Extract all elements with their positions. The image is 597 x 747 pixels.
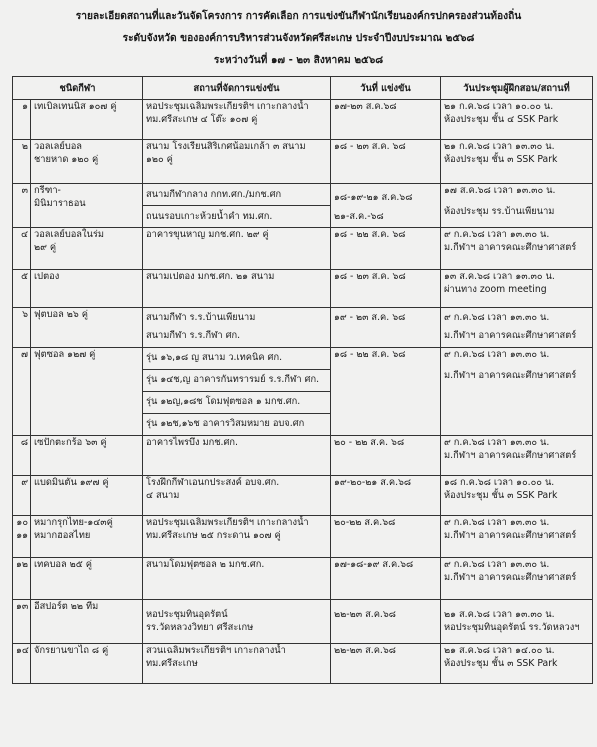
sport-cell: [31, 644, 143, 684]
sport-text: เซปักตะกร้อ ๖๓ คู่: [34, 437, 107, 448]
date-text: ๑๘ - ๒๒ ส.ค. ๖๘: [334, 349, 406, 360]
sport-cell: [31, 600, 143, 644]
sport-cell: [31, 308, 143, 348]
venue-line: รุ่น ๑๔ช,ญ อาคารกันทรารมย์ ร.ร.กีฬา ศก.: [146, 374, 320, 385]
sport-cell: [31, 140, 143, 184]
sport-text: ฟุตซอล ๑๒๗ คู่: [34, 349, 96, 360]
row-number: ๘: [13, 436, 31, 476]
table-row: [13, 348, 593, 370]
table-header-row: [13, 77, 593, 100]
meeting-cell: [441, 184, 593, 228]
sport-cell: [31, 436, 143, 476]
sport-text: มินิมาราธอน: [34, 198, 86, 209]
sport-text: หมากฮอสไทย: [34, 530, 91, 541]
date-cell: [331, 644, 441, 684]
venue-cell: [143, 348, 331, 370]
meeting-line: ๑๓ ส.ค.๖๘ เวลา ๑๓.๓๐ น.: [444, 271, 555, 282]
header-line-3: ระหว่างวันที่ ๑๗ - ๒๓ สิงหาคม ๒๕๖๘: [213, 55, 384, 66]
sport-text: ฟุตบอล ๒๖ คู่: [34, 309, 88, 320]
sport-text: เทคบอล ๒๕ คู่: [34, 559, 93, 570]
sport-cell: [31, 184, 143, 228]
date-text: ๑๙-๒๐-๒๑ ส.ค.๖๘: [334, 477, 412, 488]
row-number: ๑: [13, 100, 31, 140]
venue-line: สนามโดมฟุตซอล ๒ มกช.ศก.: [146, 559, 265, 570]
venue-cell: [143, 392, 331, 414]
venue-line: สนามกีฬา ร.ร.บ้านเพียนาม: [146, 312, 256, 323]
venue-line: อาคารไพรบึง มกช.ศก.: [146, 437, 238, 448]
row-number: ๔: [13, 228, 31, 270]
column-header-meeting: วันประชุมผู้ฝึกสอน/สถานที่: [441, 77, 593, 100]
table-row: [13, 140, 593, 184]
venue-cell: [143, 436, 331, 476]
row-number-cell: [13, 516, 31, 558]
date-text: ๒๒-๒๓ ส.ค.๖๘: [334, 609, 396, 620]
meeting-cell: [441, 516, 593, 558]
meeting-line: ๒๑ ส.ค.๖๘ เวลา ๑๔.๐๐ น.: [444, 645, 555, 656]
table-row: [13, 600, 593, 644]
date-cell: [331, 184, 441, 206]
date-text: ๑๘-๑๙-๒๑ ส.ค.๖๘: [334, 192, 413, 203]
meeting-line: ห้องประชุม ชั้น ๓ SSK Park: [444, 490, 558, 501]
sport-text: หมากรุกไทย-๑๔๓คู่: [34, 517, 113, 528]
table-row: [13, 558, 593, 600]
sport-text: ๒๙ คู่: [34, 242, 57, 253]
venue-line: สนามกีฬากลาง กกท.ศก./มกช.ศก: [146, 189, 282, 200]
sport-text: เปตอง: [34, 271, 60, 282]
sport-cell: [31, 100, 143, 140]
sport-text: กรีฑา-: [34, 185, 61, 196]
venue-line: อาคารขุนหาญ มกช.ศก. ๒๙ คู่: [146, 229, 269, 240]
venue-line: ๔ สนาม: [146, 490, 180, 501]
venue-line: ทม.ศรีสะเกษ ๒๕ กระดาน ๑๐๗ คู่: [146, 530, 281, 541]
venue-cell: [143, 206, 331, 228]
meeting-line: ห้องประชุม ชั้น ๔ SSK Park: [444, 114, 559, 125]
table-row: [13, 516, 593, 558]
venue-line: ทม.ศรีสะเกษ: [146, 658, 198, 669]
sport-cell: [31, 476, 143, 516]
venue-cell: [143, 140, 331, 184]
date-text: ๑๙ - ๒๓ ส.ค. ๖๘: [334, 312, 406, 323]
meeting-line: ๙ ก.ค.๖๘ เวลา ๑๓.๓๐ น.: [444, 437, 550, 448]
meeting-cell: [441, 348, 593, 436]
venue-line: สวนเฉลิมพระเกียรติฯ เกาะกลางน้ำ: [146, 645, 286, 656]
venue-line: หอประชุมเฉลิมพระเกียรติฯ เกาะกลางน้ำ: [146, 101, 309, 112]
column-header-date: วันที่ แข่งขัน: [331, 77, 441, 100]
meeting-line: ม.กีฬาฯ อาคารคณะศึกษาศาสตร์: [444, 572, 577, 583]
date-cell: [331, 476, 441, 516]
table-row: [13, 436, 593, 476]
venue-cell: [143, 558, 331, 600]
date-text: ๒๐-๒๒ ส.ค.๖๘: [334, 517, 396, 528]
sport-cell: [31, 516, 143, 558]
venue-line: สนามเปตอง มกช.ศก. ๒๑ สนาม: [146, 271, 275, 282]
date-cell: [331, 100, 441, 140]
venue-line: รุ่น ๑๒ช,๑๖ช อาคารวิสมหมาย อบจ.ศก: [146, 418, 305, 429]
sport-text: อีสปอร์ต ๒๒ ทีม: [34, 601, 99, 612]
table-row: [13, 184, 593, 206]
venue-cell: [143, 516, 331, 558]
date-cell: [331, 270, 441, 308]
row-number: ๓: [13, 184, 31, 228]
venue-cell: [143, 184, 331, 206]
venue-line: หอประชุมทินอุดรัตน์: [146, 609, 228, 620]
column-header-sport: ชนิดกีฬา: [13, 77, 143, 100]
date-cell: [331, 348, 441, 436]
meeting-cell: [441, 436, 593, 476]
meeting-line: ๙ ก.ค.๖๘ เวลา ๑๓.๓๐ น.: [444, 312, 550, 323]
date-text: ๒๑-ส.ค.-๖๘: [334, 210, 384, 222]
venue-cell: [143, 270, 331, 308]
venue-line: รร.วัดหลวงวิทยา ศรีสะเกษ: [146, 622, 254, 633]
meeting-line: ม.กีฬาฯ อาคารคณะศึกษาศาสตร์: [444, 370, 577, 381]
meeting-line: ม.กีฬาฯ อาคารคณะศึกษาศาสตร์: [444, 530, 577, 541]
row-number: ๒: [13, 140, 31, 184]
date-cell: [331, 206, 441, 228]
date-text: ๑๗-๑๘-๑๙ ส.ค.๖๘: [334, 559, 414, 570]
venue-line: รุ่น ๑๒ญ,๑๘ช โดมฟุตซอล ๑ มกช.ศก.: [146, 396, 301, 407]
venue-line: หอประชุมเฉลิมพระเกียรติฯ เกาะกลางน้ำ: [146, 517, 309, 528]
sport-text: วอลเลย์บอลในร่ม: [34, 229, 105, 240]
meeting-line: ห้องประชุม ชั้น ๓ SSK Park: [444, 154, 558, 165]
meeting-line: ๙ ก.ค.๖๘ เวลา ๑๓.๓๐ น.: [444, 517, 550, 528]
row-number: ๗: [13, 348, 31, 436]
venue-cell: [143, 600, 331, 644]
venue-cell: [143, 100, 331, 140]
meeting-line: หอประชุมทินอุดรัตน์ รร.วัดหลวงฯ: [444, 622, 580, 633]
meeting-line: ๙ ก.ค.๖๘ เวลา ๑๓.๓๐ น.: [444, 229, 550, 240]
meeting-cell: [441, 140, 593, 184]
table-row: [13, 644, 593, 684]
venue-line: สนาม โรงเรียนสิริเกศน้อมเกล้า ๓ สนาม: [146, 141, 306, 152]
meeting-line: ห้องประชุม รร.บ้านเพียนาม: [444, 206, 555, 217]
schedule-table: [12, 76, 593, 684]
row-number: ๑๑: [16, 530, 28, 541]
row-number: ๕: [13, 270, 31, 308]
venue-cell: [143, 228, 331, 270]
header-line-2: ระดับจังหวัด ขององค์การบริหารส่วนจังหวัดศรีสะเกษ ประจำปีงบประมาณ ๒๕๖๘: [122, 33, 475, 44]
meeting-line: ๙ ก.ค.๖๘ เวลา ๑๓.๓๐ น.: [444, 349, 550, 360]
row-number: ๙: [13, 476, 31, 516]
meeting-cell: [441, 476, 593, 516]
column-header-venue: สถานที่จัดการแข่งขัน: [143, 77, 331, 100]
table-row: [13, 270, 593, 308]
venue-cell: [143, 644, 331, 684]
row-number: ๑๒: [13, 558, 31, 600]
date-cell: [331, 558, 441, 600]
sport-cell: [31, 228, 143, 270]
date-text: ๒๒-๒๓ ส.ค.๖๘: [334, 645, 396, 656]
header-line-1: รายละเอียดสถานที่และวันจัดโครงการ การคัดเลือก การแข่งขันกีฬานักเรียนองค์กรปกครองส่วนท้องถิ่น: [75, 11, 522, 22]
sport-text: จักรยานขาไถ ๘ คู่: [34, 645, 109, 656]
venue-cell: [143, 308, 331, 348]
date-text: ๑๗-๒๓ ส.ค.๖๘: [334, 101, 397, 112]
sport-text: วอลเลย์บอล: [34, 141, 83, 152]
meeting-line: ผ่านทาง zoom meeting: [444, 284, 547, 295]
date-text: ๑๘ - ๒๓ ส.ค. ๖๘: [334, 141, 406, 152]
sport-text: เทเบิลเทนนิส ๑๐๗ คู่: [34, 101, 117, 112]
meeting-cell: [441, 644, 593, 684]
meeting-line: ๒๑ ก.ค.๖๘ เวลา ๑๓.๓๐ น.: [444, 141, 555, 152]
date-cell: [331, 516, 441, 558]
meeting-line: ๒๑ ก.ค.๖๘ เวลา ๑๐.๐๐ น.: [444, 101, 554, 112]
sport-cell: [31, 348, 143, 436]
meeting-cell: [441, 228, 593, 270]
meeting-cell: [441, 100, 593, 140]
table-row: [13, 100, 593, 140]
venue-cell: [143, 476, 331, 516]
date-cell: [331, 600, 441, 644]
table-row: [13, 228, 593, 270]
venue-line: สนามกีฬา ร.ร.กีฬา ศก.: [146, 330, 241, 341]
meeting-line: ม.กีฬาฯ อาคารคณะศึกษาศาสตร์: [444, 330, 577, 341]
sport-text: แบดมินตัน ๑๙๗ คู่: [34, 477, 109, 488]
date-cell: [331, 228, 441, 270]
meeting-line: ๑๗ ส.ค.๖๘ เวลา ๑๓.๓๐ น.: [444, 185, 556, 196]
venue-line: รุ่น ๑๖,๑๘ ญ สนาม ว.เทคนิค ศก.: [146, 352, 283, 363]
meeting-line: ม.กีฬาฯ อาคารคณะศึกษาศาสตร์: [444, 242, 577, 253]
sport-cell: [31, 558, 143, 600]
date-text: ๒๐ - ๒๒ ส.ค. ๖๘: [334, 437, 405, 448]
meeting-cell: [441, 270, 593, 308]
table-row: [13, 308, 593, 348]
meeting-line: ๙ ก.ค.๖๘ เวลา ๑๓.๓๐ น.: [444, 559, 550, 570]
date-text: ๑๘ - ๒๓ ส.ค. ๖๘: [334, 271, 406, 282]
date-cell: [331, 140, 441, 184]
venue-line: ทม.ศรีสะเกษ ๔ โต๊ะ ๑๐๗ คู่: [146, 114, 258, 125]
row-number: ๑๓: [13, 600, 31, 644]
table-row: [13, 476, 593, 516]
venue-line: ถนนรอบเกาะห้วยน้ำคำ ทม.ศก.: [146, 211, 273, 222]
date-text: ๑๘ - ๒๒ ส.ค. ๖๘: [334, 229, 406, 240]
venue-cell: [143, 414, 331, 436]
meeting-line: ๒๑ ส.ค.๖๘ เวลา ๑๓.๓๐ น.: [444, 609, 555, 620]
venue-line: โรงฝึกกีฬาเอนกประสงค์ อบจ.ศก.: [146, 477, 280, 488]
venue-cell: [143, 370, 331, 392]
row-number: ๖: [13, 308, 31, 348]
venue-line: ๑๒๐ คู่: [146, 154, 173, 165]
meeting-line: ๑๘ ก.ค.๖๘ เวลา ๑๐.๐๐ น.: [444, 477, 555, 488]
meeting-cell: [441, 308, 593, 348]
meeting-line: ม.กีฬาฯ อาคารคณะศึกษาศาสตร์: [444, 450, 577, 461]
sport-cell: [31, 270, 143, 308]
meeting-cell: [441, 600, 593, 644]
row-number: ๑๐: [16, 517, 28, 528]
meeting-cell: [441, 558, 593, 600]
date-cell: [331, 308, 441, 348]
row-number: ๑๔: [13, 644, 31, 684]
date-cell: [331, 436, 441, 476]
meeting-line: ห้องประชุม ชั้น ๓ SSK Park: [444, 658, 558, 669]
sport-text: ชายหาด ๑๒๐ คู่: [34, 154, 99, 165]
